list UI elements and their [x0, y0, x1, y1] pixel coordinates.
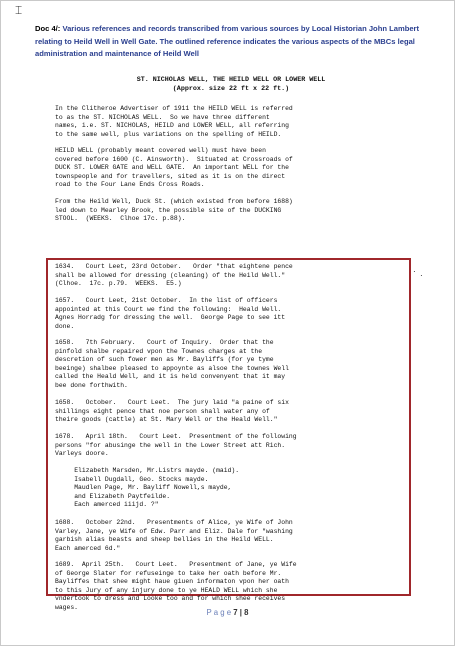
title-line-1: ST. NICHOLAS WELL, THE HEILD WELL OR LOWER WELL [136, 76, 326, 84]
document-caption [35, 23, 435, 61]
record-1678-names: Elizabeth Marsden, Mr.Listrs mayde. (maid). Isabell Dugdall, Geo. Stocks mayde. Maudlen Page, Mr. Bayliff Nowell,s mayde, and Elizabeth Paytfeilde. Each amerced iiijd. ?" [74, 467, 240, 509]
caption-label: Doc 4/: [35, 24, 61, 33]
record-1688: 1688. October 22nd. Presentments of Alice, ye Wife of John Varley, Jane, ye Wife of Edw. Parr and Eliz. Dale for "washing garbish alias beasts and sheep bellies in the Heild WELL. Each amerced 6d." [55, 519, 293, 552]
page-number: 7 | 8 [233, 608, 249, 617]
page-footer [1, 608, 454, 617]
caption-text: Various references and records transcribed from various sources by Local Historian John Lambert relating to Heild Well in Well Gate. The outlined reference indicates the various aspects of the MBCs legal administration and maintenance of Heild Well [35, 24, 420, 59]
record-1678: 1678. April 18th. Court Leet. Presentment of the following persons "for abusinge the well in the Lower Street att Rich. Varleys doore. [55, 433, 297, 458]
margin-mark-icon: · [413, 267, 416, 276]
title-line-2: (Approx. size 22 ft x 22 ft.) [172, 85, 290, 94]
record-1657: 1657. Court Leet, 21st October. In the list of officers appointed at this Court we find the following: Heald Well. Agnes Horradg for dressing the well. George Page to see itt done. [55, 297, 286, 330]
paragraph-heild-well: HEILD WELL (probably meant covered well) must have been covered before 1600 (C. Ainsworth). Situated at Crossroads of DUCK ST. LOWER GATE and WELL GATE. An important WELL for the townspeople and for travellers, sited as it is on the direct road to the Four Lane Ends Cross Roads. [55, 147, 293, 189]
paragraph-duck-street: From the Heild Well, Duck St. (which existed from before 1688) led down to Mearley Brook, the possible site of the DUCKING STOOL. (WEEKS. Clhoe 17c. p.88). [55, 198, 293, 223]
record-1658-october: 1658. October. Court Leet. The jury laid "a paine of six shillings eight pence that noe person shall water any of theire goods (cattle) at St. Mary Well or the Heald Well." [55, 399, 289, 424]
record-1658-february: 1658. 7th February. Court of Inquiry. Order that the pinfold shalbe repaired vpon the Townes charges at the descretion of such fower men as Mr. Bayliffs (for ye tyme beeinge) shalbee pleased to appoynte as alsoe the townes Well called the Heald Well, and it is held convenyent that it may bee done forthwith. [55, 339, 289, 389]
text-cursor-icon: ⌶ [15, 3, 23, 17]
paragraph-1911-advertiser: In the Clitheroe Advertiser of 1911 the HEILD WELL is referred to as the ST. NICHOLAS WELL. So we have three different names, i.e. ST. NICHOLAS, HEILD and LOWER WELL, all referring to the same well, plus variations on the spelling of HEILD. [55, 105, 293, 138]
well-title [61, 76, 401, 95]
record-1689: 1689. April 25th. Court Leet. Presentment of Jane, ye Wife of George Slater for refuseinge to take her oath before Mr. Bayliffes that shee might haue giuen informaton vpon her oath to this Jury of any injury done to ye HEALD WELL which she vndertook to dress and Looke too and for which shee receives wages. [55, 561, 297, 611]
record-1634: 1634. Court Leet, 23rd October. Order "that eightene pence shall be allowed for dressing (cleaning) of the Heild Well." (Clhoe. 17c. p.79. WEEKS. E5.) [55, 263, 293, 288]
page-label: P a g e [206, 608, 232, 617]
margin-mark-icon: · [420, 271, 423, 280]
